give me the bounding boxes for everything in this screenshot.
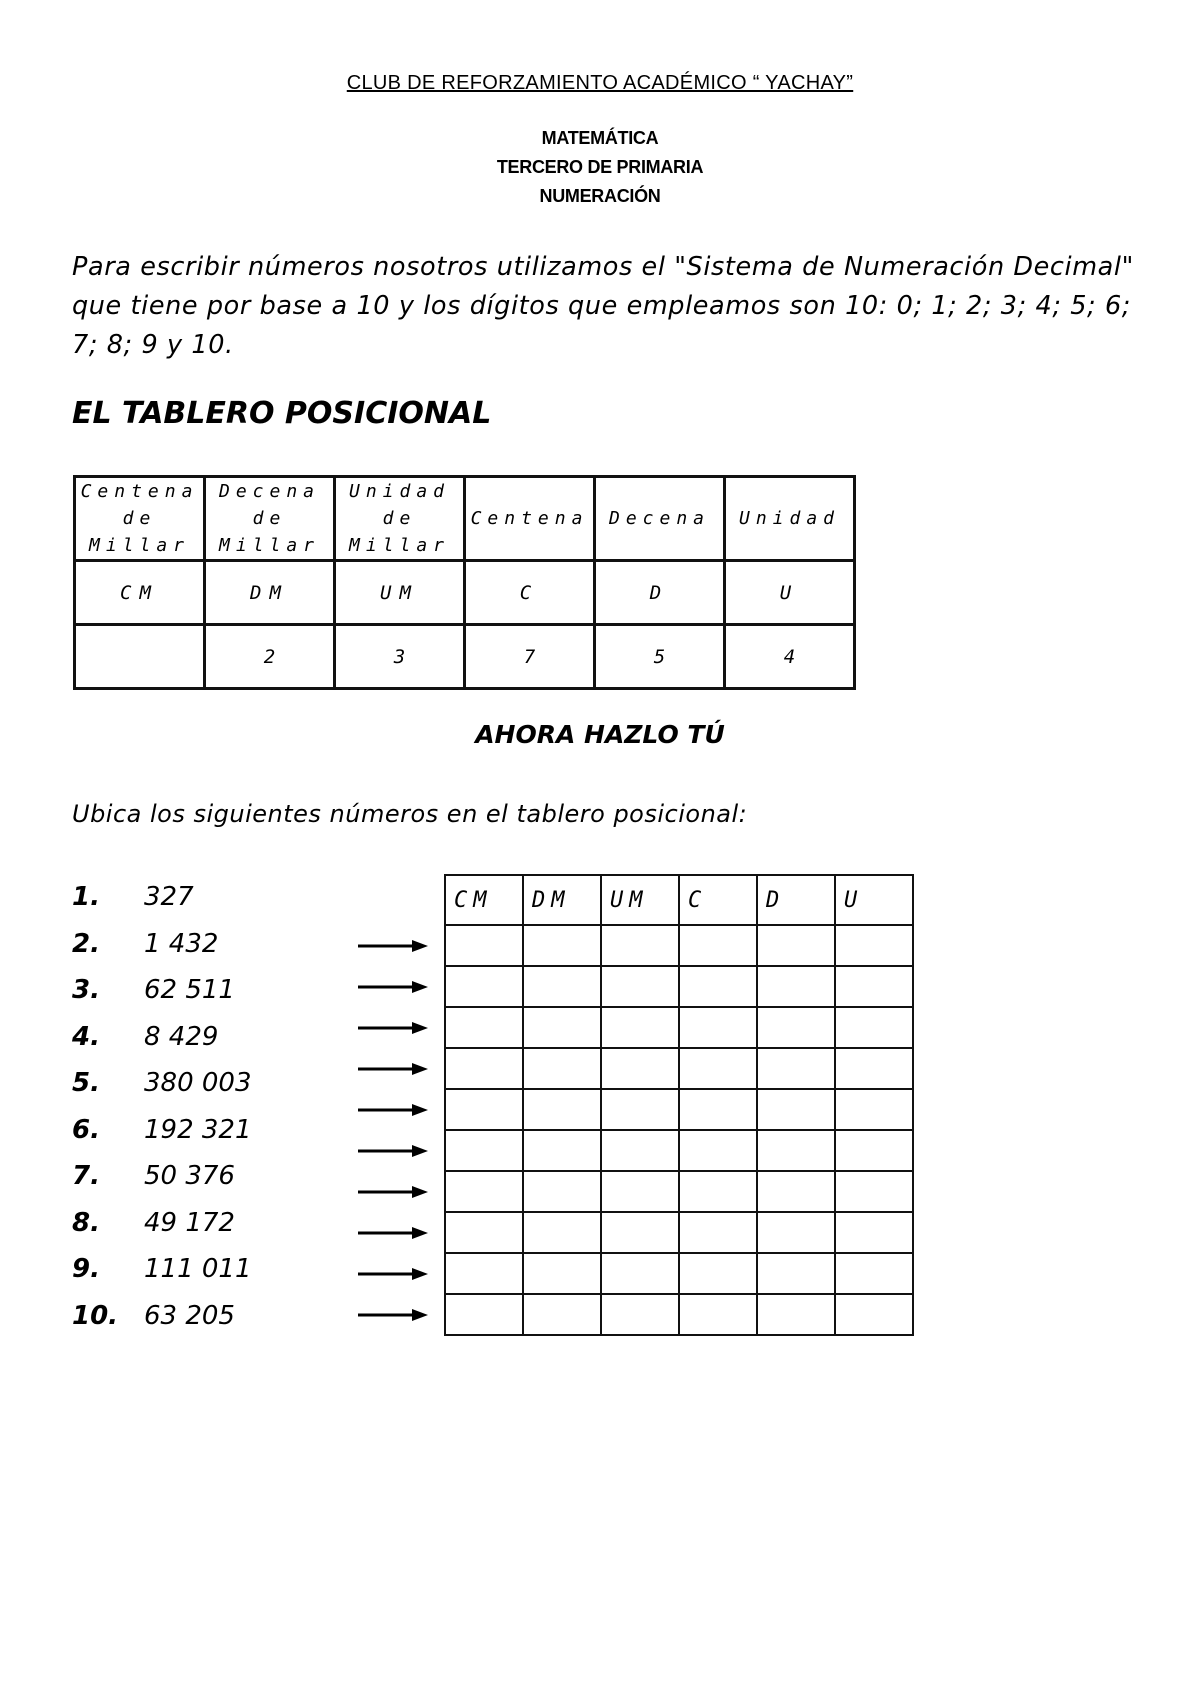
answer-cell[interactable] bbox=[445, 1048, 523, 1089]
answer-cell[interactable] bbox=[757, 925, 835, 966]
arrow-right-icon bbox=[358, 1021, 428, 1035]
activity-title: AHORA HAZLO TÚ bbox=[475, 720, 725, 749]
example-cell: 4 bbox=[725, 625, 855, 689]
answer-cell[interactable] bbox=[445, 1212, 523, 1253]
answer-cell[interactable] bbox=[445, 1253, 523, 1294]
answer-cell[interactable] bbox=[679, 1253, 757, 1294]
header-cell: Centena bbox=[465, 477, 595, 561]
answer-cell[interactable] bbox=[679, 1294, 757, 1335]
answer-cell[interactable] bbox=[601, 1171, 679, 1212]
list-item: 1. 327 bbox=[72, 882, 194, 912]
answer-cell[interactable] bbox=[523, 1253, 601, 1294]
arrow-right-icon bbox=[358, 1062, 428, 1076]
answer-cell[interactable] bbox=[679, 925, 757, 966]
abbreviation-cell: DM bbox=[205, 561, 335, 625]
practice-row bbox=[445, 1130, 913, 1171]
answer-cell[interactable] bbox=[757, 1294, 835, 1335]
number-list bbox=[72, 882, 252, 1347]
answer-cell[interactable] bbox=[679, 966, 757, 1007]
answer-cell[interactable] bbox=[835, 1171, 913, 1212]
list-item: 8. 49 172 bbox=[72, 1207, 235, 1238]
answer-cell[interactable] bbox=[757, 1253, 835, 1294]
practice-row bbox=[445, 1212, 913, 1253]
place-value-table bbox=[73, 475, 856, 690]
list-item: 9. 111 011 bbox=[72, 1254, 252, 1284]
example-cell: 3 bbox=[335, 625, 465, 689]
practice-header-cell: C bbox=[679, 875, 757, 925]
arrow-right-icon bbox=[358, 1308, 428, 1322]
club-title: CLUB DE REFORZAMIENTO ACADÉMICO “ YACHAY” bbox=[346, 72, 854, 94]
answer-cell[interactable] bbox=[601, 1007, 679, 1048]
arrow-right-icon bbox=[358, 1226, 428, 1240]
practice-row bbox=[445, 1171, 913, 1212]
answer-cell[interactable] bbox=[523, 1171, 601, 1212]
section-title: EL TABLERO POSICIONAL bbox=[72, 396, 492, 431]
answer-cell[interactable] bbox=[523, 1089, 601, 1130]
answer-cell[interactable] bbox=[601, 1253, 679, 1294]
answer-cell[interactable] bbox=[601, 1130, 679, 1171]
list-item: 5. 380 003 bbox=[72, 1068, 252, 1098]
list-item: 4. 8 429 bbox=[72, 1021, 219, 1052]
header-cell: Centena de Millar bbox=[75, 477, 205, 561]
arrow-right-icon bbox=[358, 1267, 428, 1281]
answer-cell[interactable] bbox=[757, 966, 835, 1007]
example-cell: 5 bbox=[595, 625, 725, 689]
abbreviation-cell: UM bbox=[335, 561, 465, 625]
answer-cell[interactable] bbox=[523, 966, 601, 1007]
place-value-header-row bbox=[75, 477, 855, 561]
header-cell: Unidad bbox=[725, 477, 855, 561]
answer-cell[interactable] bbox=[679, 1048, 757, 1089]
answer-cell[interactable] bbox=[679, 1171, 757, 1212]
answer-cell[interactable] bbox=[601, 1048, 679, 1089]
list-item: 2. 1 432 bbox=[72, 928, 219, 959]
list-item: 3. 62 511 bbox=[72, 975, 235, 1005]
answer-cell[interactable] bbox=[835, 1212, 913, 1253]
subject-label: MATEMÁTICA bbox=[541, 128, 659, 148]
practice-header-cell: UM bbox=[601, 875, 679, 925]
answer-cell[interactable] bbox=[523, 1212, 601, 1253]
answer-cell[interactable] bbox=[757, 1130, 835, 1171]
answer-cell[interactable] bbox=[523, 1130, 601, 1171]
answer-cell[interactable] bbox=[835, 1253, 913, 1294]
list-item: 6. 192 321 bbox=[72, 1114, 252, 1145]
abbreviation-cell: D bbox=[595, 561, 725, 625]
answer-cell[interactable] bbox=[523, 925, 601, 966]
answer-cell[interactable] bbox=[835, 925, 913, 966]
answer-cell[interactable] bbox=[445, 925, 523, 966]
header-cell: Unidad de Millar bbox=[335, 477, 465, 561]
example-cell: 2 bbox=[205, 625, 335, 689]
answer-cell[interactable] bbox=[679, 1007, 757, 1048]
list-item: 10. 63 205 bbox=[72, 1300, 235, 1331]
arrow-right-icon bbox=[358, 1144, 428, 1158]
answer-cell[interactable] bbox=[523, 1294, 601, 1335]
intro-paragraph: Para escribir números nosotros utilizamos el "Sistema de Numeración Decimal" que tiene por base a 10 y los dígitos que empleamos son 10: 0; 1; 2; 3; 4; 5; 6; 7; 8; 9 y 10. bbox=[72, 252, 1134, 360]
answer-cell[interactable] bbox=[679, 1212, 757, 1253]
topic-label: NUMERACIÓN bbox=[539, 186, 661, 206]
answer-cell[interactable] bbox=[679, 1089, 757, 1130]
practice-row bbox=[445, 1253, 913, 1294]
answer-cell[interactable] bbox=[601, 1212, 679, 1253]
answer-cell[interactable] bbox=[835, 1294, 913, 1335]
arrow-right-icon bbox=[358, 980, 428, 994]
activity-instruction: Ubica los siguientes números en el tablero posicional: bbox=[72, 800, 748, 828]
practice-header-cell: D bbox=[757, 875, 835, 925]
arrow-right-icon bbox=[358, 1185, 428, 1199]
example-row bbox=[75, 625, 855, 689]
grade-label: TERCERO DE PRIMARIA bbox=[496, 157, 704, 177]
practice-header-cell: DM bbox=[523, 875, 601, 925]
practice-header-cell: U bbox=[835, 875, 913, 925]
arrow-right-icon bbox=[358, 939, 428, 953]
practice-row bbox=[445, 1048, 913, 1089]
answer-cell[interactable] bbox=[679, 1130, 757, 1171]
answer-cell[interactable] bbox=[835, 1130, 913, 1171]
answer-cell[interactable] bbox=[835, 1048, 913, 1089]
practice-row bbox=[445, 1007, 913, 1048]
list-item: 7. 50 376 bbox=[72, 1161, 235, 1191]
abbreviation-cell: U bbox=[725, 561, 855, 625]
answer-cell[interactable] bbox=[601, 966, 679, 1007]
answer-cell[interactable] bbox=[757, 1089, 835, 1130]
answer-cell[interactable] bbox=[445, 966, 523, 1007]
answer-cell[interactable] bbox=[835, 1007, 913, 1048]
answer-cell[interactable] bbox=[835, 1089, 913, 1130]
abbreviation-cell: C bbox=[465, 561, 595, 625]
practice-row bbox=[445, 966, 913, 1007]
answer-cell[interactable] bbox=[523, 1048, 601, 1089]
answer-cell[interactable] bbox=[757, 1212, 835, 1253]
answer-cell[interactable] bbox=[523, 1007, 601, 1048]
arrow-right-icon bbox=[358, 1103, 428, 1117]
practice-header-cell: CM bbox=[445, 875, 523, 925]
answer-cell[interactable] bbox=[445, 1089, 523, 1130]
abbreviation-cell: CM bbox=[75, 561, 205, 625]
answer-cell[interactable] bbox=[445, 1171, 523, 1212]
practice-table bbox=[444, 874, 914, 1336]
answer-cell[interactable] bbox=[445, 1130, 523, 1171]
answer-cell[interactable] bbox=[757, 1007, 835, 1048]
answer-cell[interactable] bbox=[445, 1007, 523, 1048]
practice-row bbox=[445, 1089, 913, 1130]
answer-cell[interactable] bbox=[757, 1048, 835, 1089]
answer-cell[interactable] bbox=[445, 1294, 523, 1335]
answer-cell[interactable] bbox=[835, 966, 913, 1007]
header-cell: Decena de Millar bbox=[205, 477, 335, 561]
answer-cell[interactable] bbox=[601, 925, 679, 966]
answer-cell[interactable] bbox=[601, 1294, 679, 1335]
answer-cell[interactable] bbox=[601, 1089, 679, 1130]
practice-row bbox=[445, 1294, 913, 1335]
practice-row bbox=[445, 925, 913, 966]
answer-cell[interactable] bbox=[757, 1171, 835, 1212]
abbreviation-row bbox=[75, 561, 855, 625]
practice-header-row bbox=[445, 875, 913, 925]
header-cell: Decena bbox=[595, 477, 725, 561]
example-cell bbox=[75, 625, 205, 689]
example-cell: 7 bbox=[465, 625, 595, 689]
